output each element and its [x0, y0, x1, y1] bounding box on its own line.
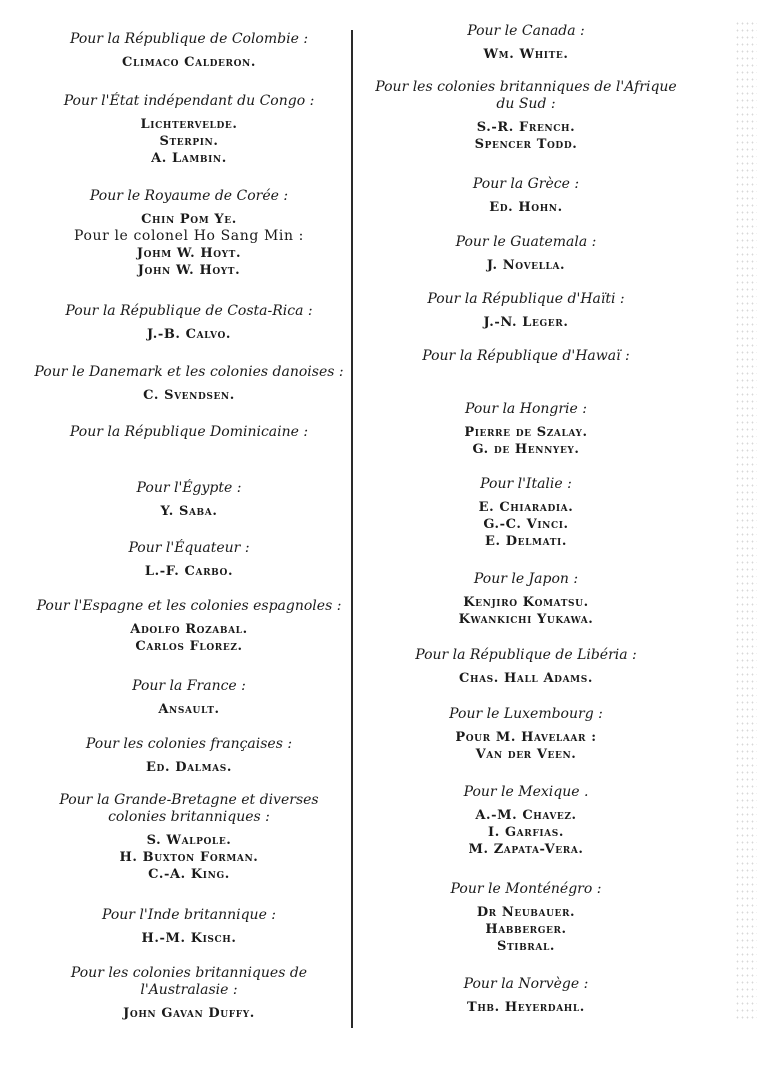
entry-heading: Pour l'Espagne et les colonies espagnoles :	[36, 598, 342, 614]
entry-heading: Pour l'État indépendant du Congo :	[63, 93, 315, 109]
signatory-name: S. Walpole.	[146, 833, 232, 848]
entry-hongrie	[366, 401, 686, 458]
signatory-name: S.-R. French.	[476, 120, 576, 135]
signatory-name: G.-C. Vinci.	[483, 517, 569, 532]
signatory-name: Lichtervelde.	[140, 117, 238, 132]
signatory-name: A.-M. Chavez.	[475, 808, 577, 823]
entry-heading: Pour le Monténégro :	[450, 881, 602, 897]
entry-heading: Pour l'Inde britannique :	[101, 907, 277, 923]
signatory-name: Habberger.	[485, 922, 567, 937]
signatory-name: A. Lambin.	[151, 151, 227, 166]
entry-haiti	[366, 291, 686, 331]
signatory-name: G. de Hennyey.	[472, 442, 580, 457]
entry-heading: Pour l'Égypte :	[136, 480, 242, 496]
entry-heading: Pour la Grèce :	[472, 176, 580, 192]
entry-montenegro	[366, 881, 686, 955]
signatory-name: Sterpin.	[159, 134, 219, 149]
entry-afrique-du-sud	[366, 79, 686, 153]
entry-heading: Pour le Japon :	[473, 571, 579, 587]
proxy-line: Pour le colonel Ho Sang Min :	[74, 228, 304, 244]
entry-heading: Pour la Grande-Bretagne et diverses colonies britanniques :	[59, 792, 319, 825]
proxy-line: Pour M. Havelaar :	[455, 730, 597, 745]
signatory-name: Ed. Dalmas.	[146, 760, 232, 775]
entry-colombie	[28, 31, 350, 71]
signatory-name: J.-N. Leger.	[483, 315, 569, 330]
entry-australasie	[28, 965, 350, 1022]
entry-heading: Pour la Norvège :	[463, 976, 589, 992]
entry-colonies-francaises	[28, 736, 350, 776]
entry-inde	[28, 907, 350, 947]
entry-guatemala	[366, 234, 686, 274]
signatory-name: Y. Saba.	[160, 504, 218, 519]
signatory-name: C. Svendsen.	[143, 388, 235, 403]
signatory-name: Johm W. Hoyt.	[136, 246, 242, 261]
entry-heading: Pour les colonies britanniques de l'Afrique du Sud :	[375, 79, 677, 112]
signatory-name: C.-A. King.	[148, 867, 230, 882]
column-divider	[351, 30, 353, 1028]
entry-danemark	[28, 364, 350, 404]
entry-heading: Pour l'Équateur :	[128, 540, 250, 556]
entry-heading: Pour la République d'Haïti :	[427, 291, 625, 307]
entry-coree	[28, 188, 350, 279]
signatory-name: Adolfo Rozabal.	[130, 622, 248, 637]
signatory-name: Chin Pom Ye.	[141, 212, 237, 227]
signatory-name: John Gavan Duffy.	[123, 1006, 255, 1021]
entry-grece	[366, 176, 686, 216]
signatory-name: Spencer Todd.	[474, 137, 578, 152]
signatory-name: J. Novella.	[486, 258, 566, 273]
entry-dominicaine	[28, 424, 350, 441]
entry-congo	[28, 93, 350, 167]
entry-equateur	[28, 540, 350, 580]
entry-grande-bretagne	[28, 792, 350, 883]
entry-norvege	[366, 976, 686, 1016]
signatory-name: E. Delmati.	[485, 534, 567, 549]
signatory-name: E. Chiaradia.	[478, 500, 574, 515]
signatory-name: Stibral.	[496, 939, 556, 954]
entry-heading: Pour le Guatemala :	[455, 234, 597, 250]
entry-canada	[366, 23, 686, 63]
entry-mexique	[366, 784, 686, 858]
signatory-name: Wm. White.	[483, 47, 569, 62]
entry-heading: Pour la Hongrie :	[465, 401, 587, 417]
signatory-name: H.-M. Kisch.	[141, 931, 237, 946]
signatory-name: Kwankichi Yukawa.	[458, 612, 594, 627]
signatory-name: John W. Hoyt.	[137, 263, 241, 278]
entry-espagne	[28, 598, 350, 655]
entry-heading: Pour les colonies françaises :	[85, 736, 293, 752]
entry-heading: Pour l'Italie :	[480, 476, 572, 492]
entry-heading: Pour la République Dominicaine :	[69, 424, 309, 440]
entry-hawai	[366, 348, 686, 365]
entry-heading: Pour les colonies britanniques de l'Australasie :	[70, 965, 308, 998]
entry-costa-rica	[28, 303, 350, 343]
signatory-name: Dr Neubauer.	[476, 905, 576, 920]
entry-italie	[366, 476, 686, 550]
entry-heading: Pour la République de Costa-Rica :	[65, 303, 313, 319]
signatory-name: I. Garfias.	[488, 825, 564, 840]
entry-egypte	[28, 480, 350, 520]
signatory-name: J.-B. Calvo.	[146, 327, 232, 342]
scan-noise-margin	[735, 20, 757, 1020]
entry-heading: Pour la République de Colombie :	[69, 31, 309, 47]
entry-japon	[366, 571, 686, 628]
signatory-name: M. Zapata-Vera.	[468, 842, 584, 857]
entry-france	[28, 678, 350, 718]
entry-heading: Pour le Danemark et les colonies danoises :	[34, 364, 344, 380]
signatory-name: Van der Veen.	[475, 747, 577, 762]
signatory-name: L.-F. Carbo.	[144, 564, 234, 579]
signatory-name: Carlos Florez.	[135, 639, 243, 654]
entry-heading: Pour le Luxembourg :	[449, 706, 603, 722]
signatory-name: Ed. Hohn.	[489, 200, 563, 215]
signatory-name: Thb. Heyerdahl.	[467, 1000, 585, 1015]
signatory-name: Kenjiro Komatsu.	[463, 595, 589, 610]
entry-heading: Pour le Mexique .	[463, 784, 589, 800]
entry-heading: Pour la République d'Hawaï :	[422, 348, 630, 364]
entry-luxembourg	[366, 706, 686, 763]
entry-heading: Pour le Canada :	[467, 23, 585, 39]
entry-liberia	[366, 647, 686, 687]
signatory-name: H. Buxton Forman.	[119, 850, 259, 865]
entry-heading: Pour le Royaume de Corée :	[89, 188, 289, 204]
signatory-name: Chas. Hall Adams.	[459, 671, 593, 686]
entry-heading: Pour la France :	[132, 678, 246, 694]
signatory-name: Ansault.	[158, 702, 220, 717]
signatory-name: Climaco Calderon.	[122, 55, 256, 70]
entry-heading: Pour la République de Libéria :	[415, 647, 637, 663]
signatory-name: Pierre de Szalay.	[464, 425, 588, 440]
